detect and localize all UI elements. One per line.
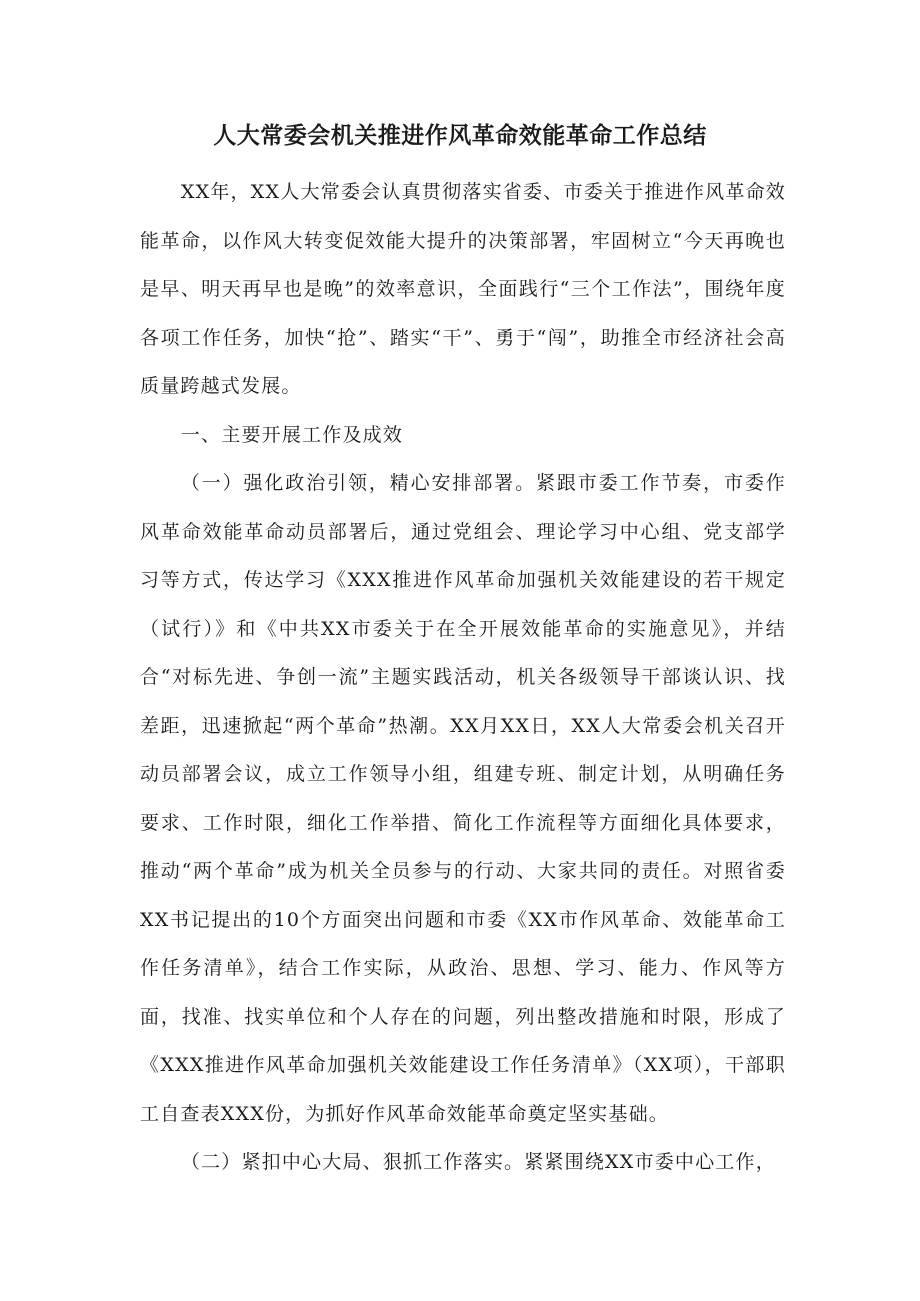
subsection-paragraph-2: （二）紧扣中心大局、狠抓工作落实。紧紧围绕XX市委中心工作， bbox=[180, 1151, 776, 1173]
intro-paragraph: XX年，XX人大常委会认真贯彻落实省委、市委关于推进作风革命效能革命，以作风大转变促效能大提升的决策部署，牢固树立“今天再晚也是早、明天再早也是晚”的效率意识，全面践行“三个工作法”，围绕年度各项工作任务，加快“抢”、踏实“干”、勇于“闯”，助推全市经济社会高质量跨越式发展。 bbox=[140, 181, 786, 397]
section-heading: 一、主要开展工作及成效 bbox=[180, 423, 404, 446]
subsection-paragraph-1: （一）强化政治引领，精心安排部署。紧跟市委工作节奏，市委作风革命效能革命动员部署后，通过党组会、理论学习中心组、党支部学习等方式，传达学习《XXX推进作风革命加强机关效能建设的若干规定（试行）》和《中共XX市委关于在全开展效能革命的实施意见》，并结合“对标先进、争创一流”主题实践活动，机关各级领导干部谈认识、找差距，迅速掀起“两个革命”热潮。XX月XX日，XX人大常委会机关召开动员部署会议，成立工作领导小组，组建专班、制定计划，从明确任务要求、工作时限，细化工作举措、简化工作流程等方面细化具体要求，推动“两个革命”成为机关全员参与的行动、大家共同的责任。对照省委XX书记提出的10个方面突出问题和市委《XX市作风革命、效能革命工作任务清单》，结合工作实际，从政治、思想、学习、能力、作风等方面，找准、找实单位和个人存在的问题，列出整改措施和时限，形成了《XXX推进作风革命加强机关效能建设工作任务清单》（XX项），干部职工自查表XXX份，为抓好作风革命效能革命奠定坚实基础。 bbox=[140, 472, 786, 1125]
document-title: 人大常委会机关推进作风革命效能革命工作总结 bbox=[213, 123, 707, 149]
document-body bbox=[140, 168, 786, 1187]
